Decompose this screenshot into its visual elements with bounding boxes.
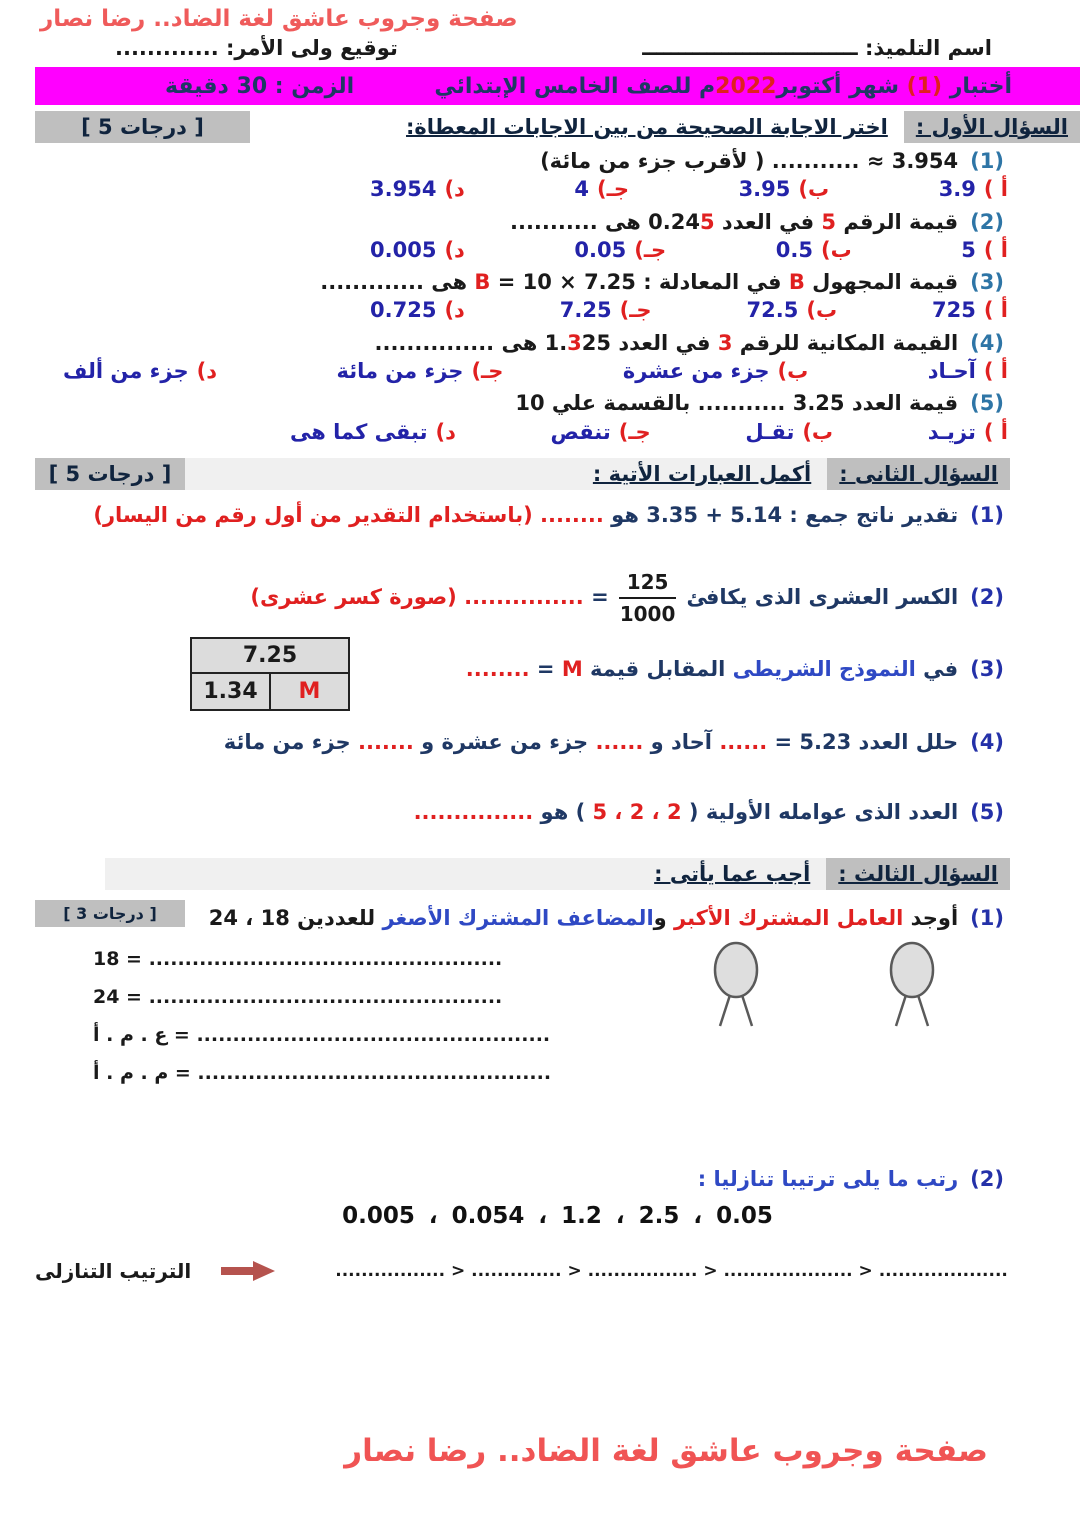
- option-letter: أ ): [983, 237, 1008, 262]
- highlight-digit: 3: [567, 330, 582, 355]
- section2-instruction: أكمل العبارات الأتية :: [185, 458, 827, 490]
- question-number: (5): [970, 391, 1004, 416]
- exam-time: الزمن : 30 دقيقة: [165, 73, 355, 99]
- factor-tree-balloon: [707, 938, 765, 1035]
- option-value: 5: [961, 237, 976, 262]
- option-value: تبقى كما هى: [290, 419, 428, 444]
- option-c: [560, 297, 652, 324]
- s2-q2: [35, 569, 1080, 627]
- question-text: 0.24: [648, 209, 700, 234]
- s1-q5-options: [290, 419, 1008, 446]
- descending-order-row: [35, 1259, 1080, 1283]
- option-value: 72.5: [746, 298, 799, 323]
- answer-blank: ...............: [456, 585, 592, 610]
- option-value: آحـاد: [927, 359, 976, 384]
- option-letter: ب): [802, 419, 834, 444]
- question-text: للعددين 18 ، 24: [208, 905, 383, 930]
- question-text: هى ...........: [509, 209, 649, 234]
- section1-header: [35, 111, 1080, 143]
- s2-q1: [35, 502, 1080, 529]
- s1-q1: [35, 148, 1080, 175]
- question-text: قيمة المجهول: [804, 270, 959, 295]
- option-d: [370, 237, 465, 264]
- option-letter: ب): [798, 177, 830, 202]
- student-name-field: [642, 36, 992, 60]
- option-value: 0.005: [370, 237, 437, 262]
- factor-tree-balloon-icon: [883, 938, 941, 1030]
- section3-header: [105, 858, 1010, 890]
- guardian-signature-blank: .............: [115, 36, 219, 60]
- answer-blank: .......: [357, 730, 414, 755]
- option-letter: أ ): [983, 419, 1008, 444]
- answer-blank: ...........: [697, 391, 786, 416]
- answer-blank: ......: [595, 730, 644, 755]
- option-d: [290, 419, 456, 446]
- option-letter: جـ): [471, 359, 504, 384]
- exam-year: 2022: [715, 73, 777, 99]
- option-letter: د): [444, 298, 465, 323]
- option-letter: د): [435, 419, 456, 444]
- gcf-line: ع . م . أ = .................................................: [93, 1024, 551, 1047]
- question-text: بالقسمة علي 10: [515, 391, 698, 416]
- question-text: جزء من مائة: [223, 730, 358, 755]
- s1-q5: [35, 390, 1080, 417]
- question-text: في المعادلة :: [635, 270, 789, 295]
- question-text: في العدد: [611, 330, 718, 355]
- question-text: آحاد و: [643, 730, 720, 755]
- exam-title-banner: [35, 67, 1080, 105]
- option-value: جزء من ألف: [63, 359, 189, 384]
- question-text: القيمة المكانية للرقم: [732, 330, 959, 355]
- section2-marks-badge: [ 5 درجات ]: [35, 458, 185, 490]
- option-letter: د): [444, 177, 465, 202]
- option-value: تقـل: [745, 419, 795, 444]
- lcm-line: م . م . أ = .................................................: [93, 1062, 552, 1085]
- highlight-term: النموذج الشريطى: [732, 657, 916, 682]
- variable-b: B: [474, 270, 491, 295]
- option-letter: جـ): [619, 298, 652, 323]
- section2-header: [35, 458, 1010, 490]
- option-value: 3.954: [370, 177, 437, 202]
- answer-blank: ........: [465, 657, 530, 682]
- question-note: (باستخدام التقدير من أول رقم من اليسار): [93, 502, 541, 527]
- highlight-digit: 5: [700, 209, 715, 234]
- answer-blank: ...........: [771, 149, 860, 173]
- s3-q1-row: [35, 900, 1080, 932]
- s2-q4: [35, 729, 1080, 756]
- numbers-to-sort: 0.05 ، 2.5 ، 1.2 ، 0.054 ، 0.005: [342, 1203, 773, 1230]
- exam-title-part: م للصف الخامس الإبتدائي: [434, 73, 716, 99]
- gcf-term: العامل المشترك الأكبر: [674, 905, 904, 930]
- question-note: (صورة كسر عشرى): [250, 585, 457, 610]
- option-letter: جـ): [618, 419, 651, 444]
- s2-q3: [350, 640, 1080, 683]
- question-text: 3.954 ≈: [859, 149, 959, 173]
- guardian-signature-field: [115, 36, 398, 60]
- option-letter: أ ): [983, 359, 1008, 384]
- s2-q5: [35, 799, 1080, 826]
- factor-line-18: 18 = .................................................: [93, 948, 503, 971]
- fraction-numerator: 125: [619, 569, 677, 599]
- question-number: (5): [970, 799, 1004, 824]
- s3-q2: [35, 1166, 1080, 1193]
- option-d: [370, 176, 465, 203]
- s1-q2-options: [370, 237, 1008, 264]
- watermark-bottom: صفحة وجروب عاشق لغة الضاد.. رضا نصار: [344, 1433, 988, 1470]
- equals-sign: =: [591, 585, 609, 610]
- student-name-label: اسم التلميذ:: [864, 36, 992, 60]
- s1-q1-options: [370, 176, 1008, 203]
- descending-arrow-icon: [219, 1260, 277, 1282]
- bar-model-total: 7.25: [192, 639, 348, 674]
- question-text: العدد الذى عوامله الأولية (: [681, 799, 959, 824]
- option-b: [739, 176, 830, 203]
- option-letter: د): [444, 237, 465, 262]
- option-letter: ب): [806, 298, 838, 323]
- option-value: 0.05: [574, 237, 627, 262]
- section3-label: السؤال الثالث :: [826, 858, 1010, 890]
- question-number: (4): [970, 730, 1004, 755]
- question-text: هى ...............: [374, 330, 545, 355]
- factor-tree-balloon: [883, 938, 941, 1035]
- question-number: (1): [970, 502, 1004, 527]
- s1-q3-options: [370, 297, 1008, 324]
- option-d: [370, 297, 465, 324]
- bar-model-part: 1.34: [192, 674, 271, 709]
- option-value: جزء من عشرة: [622, 359, 770, 384]
- option-b: [747, 297, 838, 324]
- option-c: [336, 358, 503, 385]
- option-letter: ب): [777, 359, 809, 384]
- answer-blank: ...............: [413, 799, 534, 824]
- question-note: ( لأقرب جزء من مائة): [540, 149, 772, 173]
- section1-instruction: اختر الاجابة الصحيحة من بين الاجابات المعطاة:: [406, 115, 888, 139]
- question-text: حلل العدد 5.23 =: [767, 730, 959, 755]
- option-c: [551, 419, 651, 446]
- option-letter: أ ): [983, 298, 1008, 323]
- option-a: [961, 237, 1008, 264]
- student-name-blank: ــــــــــــــــــــــــــــــ: [642, 36, 858, 60]
- option-value: تزيـد: [927, 419, 976, 444]
- question-text: الكسر العشرى الذى يكافئ: [686, 585, 959, 610]
- question-number: (2): [970, 209, 1004, 234]
- option-letter: جـ): [634, 237, 667, 262]
- answer-blank: ......: [719, 730, 768, 755]
- option-a: [932, 297, 1008, 324]
- top-line: [35, 34, 1080, 60]
- section1-marks-badge: [ 5 درجات ]: [35, 111, 250, 143]
- s1-q4: [35, 330, 1080, 357]
- option-letter: ب): [820, 237, 852, 262]
- option-b: [776, 237, 852, 264]
- option-letter: جـ): [597, 177, 629, 202]
- question-text: ) هو: [533, 799, 593, 824]
- section3-marks-badge: [ 3 درجات ]: [35, 900, 185, 927]
- option-a: [928, 358, 1008, 385]
- option-value: جزء من مائة: [336, 359, 464, 384]
- question-text: في: [915, 657, 959, 682]
- s1-q4-options: [63, 358, 1008, 385]
- question-text: جزء من عشرة و: [413, 730, 596, 755]
- question-number: (3): [970, 270, 1004, 295]
- question-text: = 10 × 7.25 هى .............: [320, 270, 636, 295]
- option-letter: أ ): [983, 177, 1008, 202]
- question-text: 1.: [544, 330, 568, 355]
- equals-sign: =: [529, 657, 562, 682]
- question-text: و: [653, 905, 675, 930]
- option-value: 0.5: [775, 237, 813, 262]
- question-number: (4): [970, 330, 1004, 355]
- watermark-top: صفحة وجروب عاشق لغة الضاد.. رضا نصار: [40, 6, 518, 32]
- question-text: تقدير ناتج جمع : 5.14 + 3.35 هو: [603, 502, 959, 527]
- answer-blank: ........: [540, 502, 604, 527]
- guardian-signature-label: توقيع ولى الأمر:: [226, 36, 398, 60]
- highlight-digit: 3: [717, 330, 733, 355]
- option-letter: د): [196, 359, 217, 384]
- option-a: [939, 176, 1008, 203]
- exam-title-part: شهر أكتوبر: [776, 73, 907, 99]
- variable-b: B: [788, 270, 805, 295]
- option-a: [928, 419, 1008, 446]
- section2-label: السؤال الثانى :: [827, 458, 1010, 490]
- bar-model-table: [190, 637, 350, 711]
- question-text: في العدد: [714, 209, 822, 234]
- option-b: [745, 419, 833, 446]
- section1-label: السؤال الأول :: [904, 111, 1080, 143]
- descending-order-blanks: ................. > .............. > ................. > .................... > ....................: [335, 1261, 1008, 1282]
- fraction-denominator: 1000: [619, 602, 676, 627]
- option-value: 725: [932, 298, 976, 323]
- s3-q1: [185, 905, 1080, 932]
- lcm-term: المضاعف المشترك الأصغر: [382, 905, 654, 930]
- factorization-work-area: [35, 932, 1080, 1132]
- s1-q3: [35, 269, 1080, 296]
- bar-model-unknown: M: [298, 679, 321, 705]
- option-value: 7.25: [559, 298, 612, 323]
- s2-q3-row: [35, 635, 1080, 711]
- question-text: قيمة العدد 3.25: [785, 391, 959, 416]
- question-text: المقابل قيمة: [582, 657, 733, 682]
- question-text: رتب ما يلى ترتيبا تنازليا :: [697, 1167, 959, 1192]
- question-number: (1): [970, 905, 1004, 930]
- factor-tree-balloon-icon: [707, 938, 765, 1030]
- question-number: (1): [970, 149, 1004, 173]
- section3-instruction: أجب عما يأتى :: [105, 858, 826, 890]
- option-c: [574, 176, 629, 203]
- descending-order-label: الترتيب التنازلى: [35, 1259, 192, 1284]
- variable-m: M: [561, 657, 583, 682]
- question-number: (2): [970, 1167, 1004, 1192]
- s1-q2: [35, 209, 1080, 236]
- exam-number: (1): [906, 73, 943, 99]
- option-d: [63, 358, 217, 385]
- question-number: (2): [970, 585, 1004, 610]
- exam-title: [434, 74, 1012, 99]
- question-number: (3): [970, 657, 1004, 682]
- factor-line-24: 24 = .................................................: [93, 986, 503, 1009]
- option-b: [623, 358, 808, 385]
- prime-factors: 2 ، 2 ، 5: [592, 799, 682, 824]
- fraction: [619, 569, 677, 627]
- highlight-digit: 5: [821, 209, 837, 234]
- option-value: 0.725: [370, 298, 437, 323]
- exam-title-part: أختبار: [942, 73, 1012, 99]
- bar-model-bottom-row: [192, 674, 348, 709]
- option-value: 3.9: [938, 177, 976, 202]
- option-value: 3.95: [738, 177, 791, 202]
- option-value: تنقص: [550, 419, 611, 444]
- question-text: 25: [581, 330, 612, 355]
- question-text: قيمة الرقم: [836, 209, 959, 234]
- question-text: أوجد: [903, 905, 959, 930]
- option-c: [574, 237, 666, 264]
- option-value: 4: [574, 177, 590, 202]
